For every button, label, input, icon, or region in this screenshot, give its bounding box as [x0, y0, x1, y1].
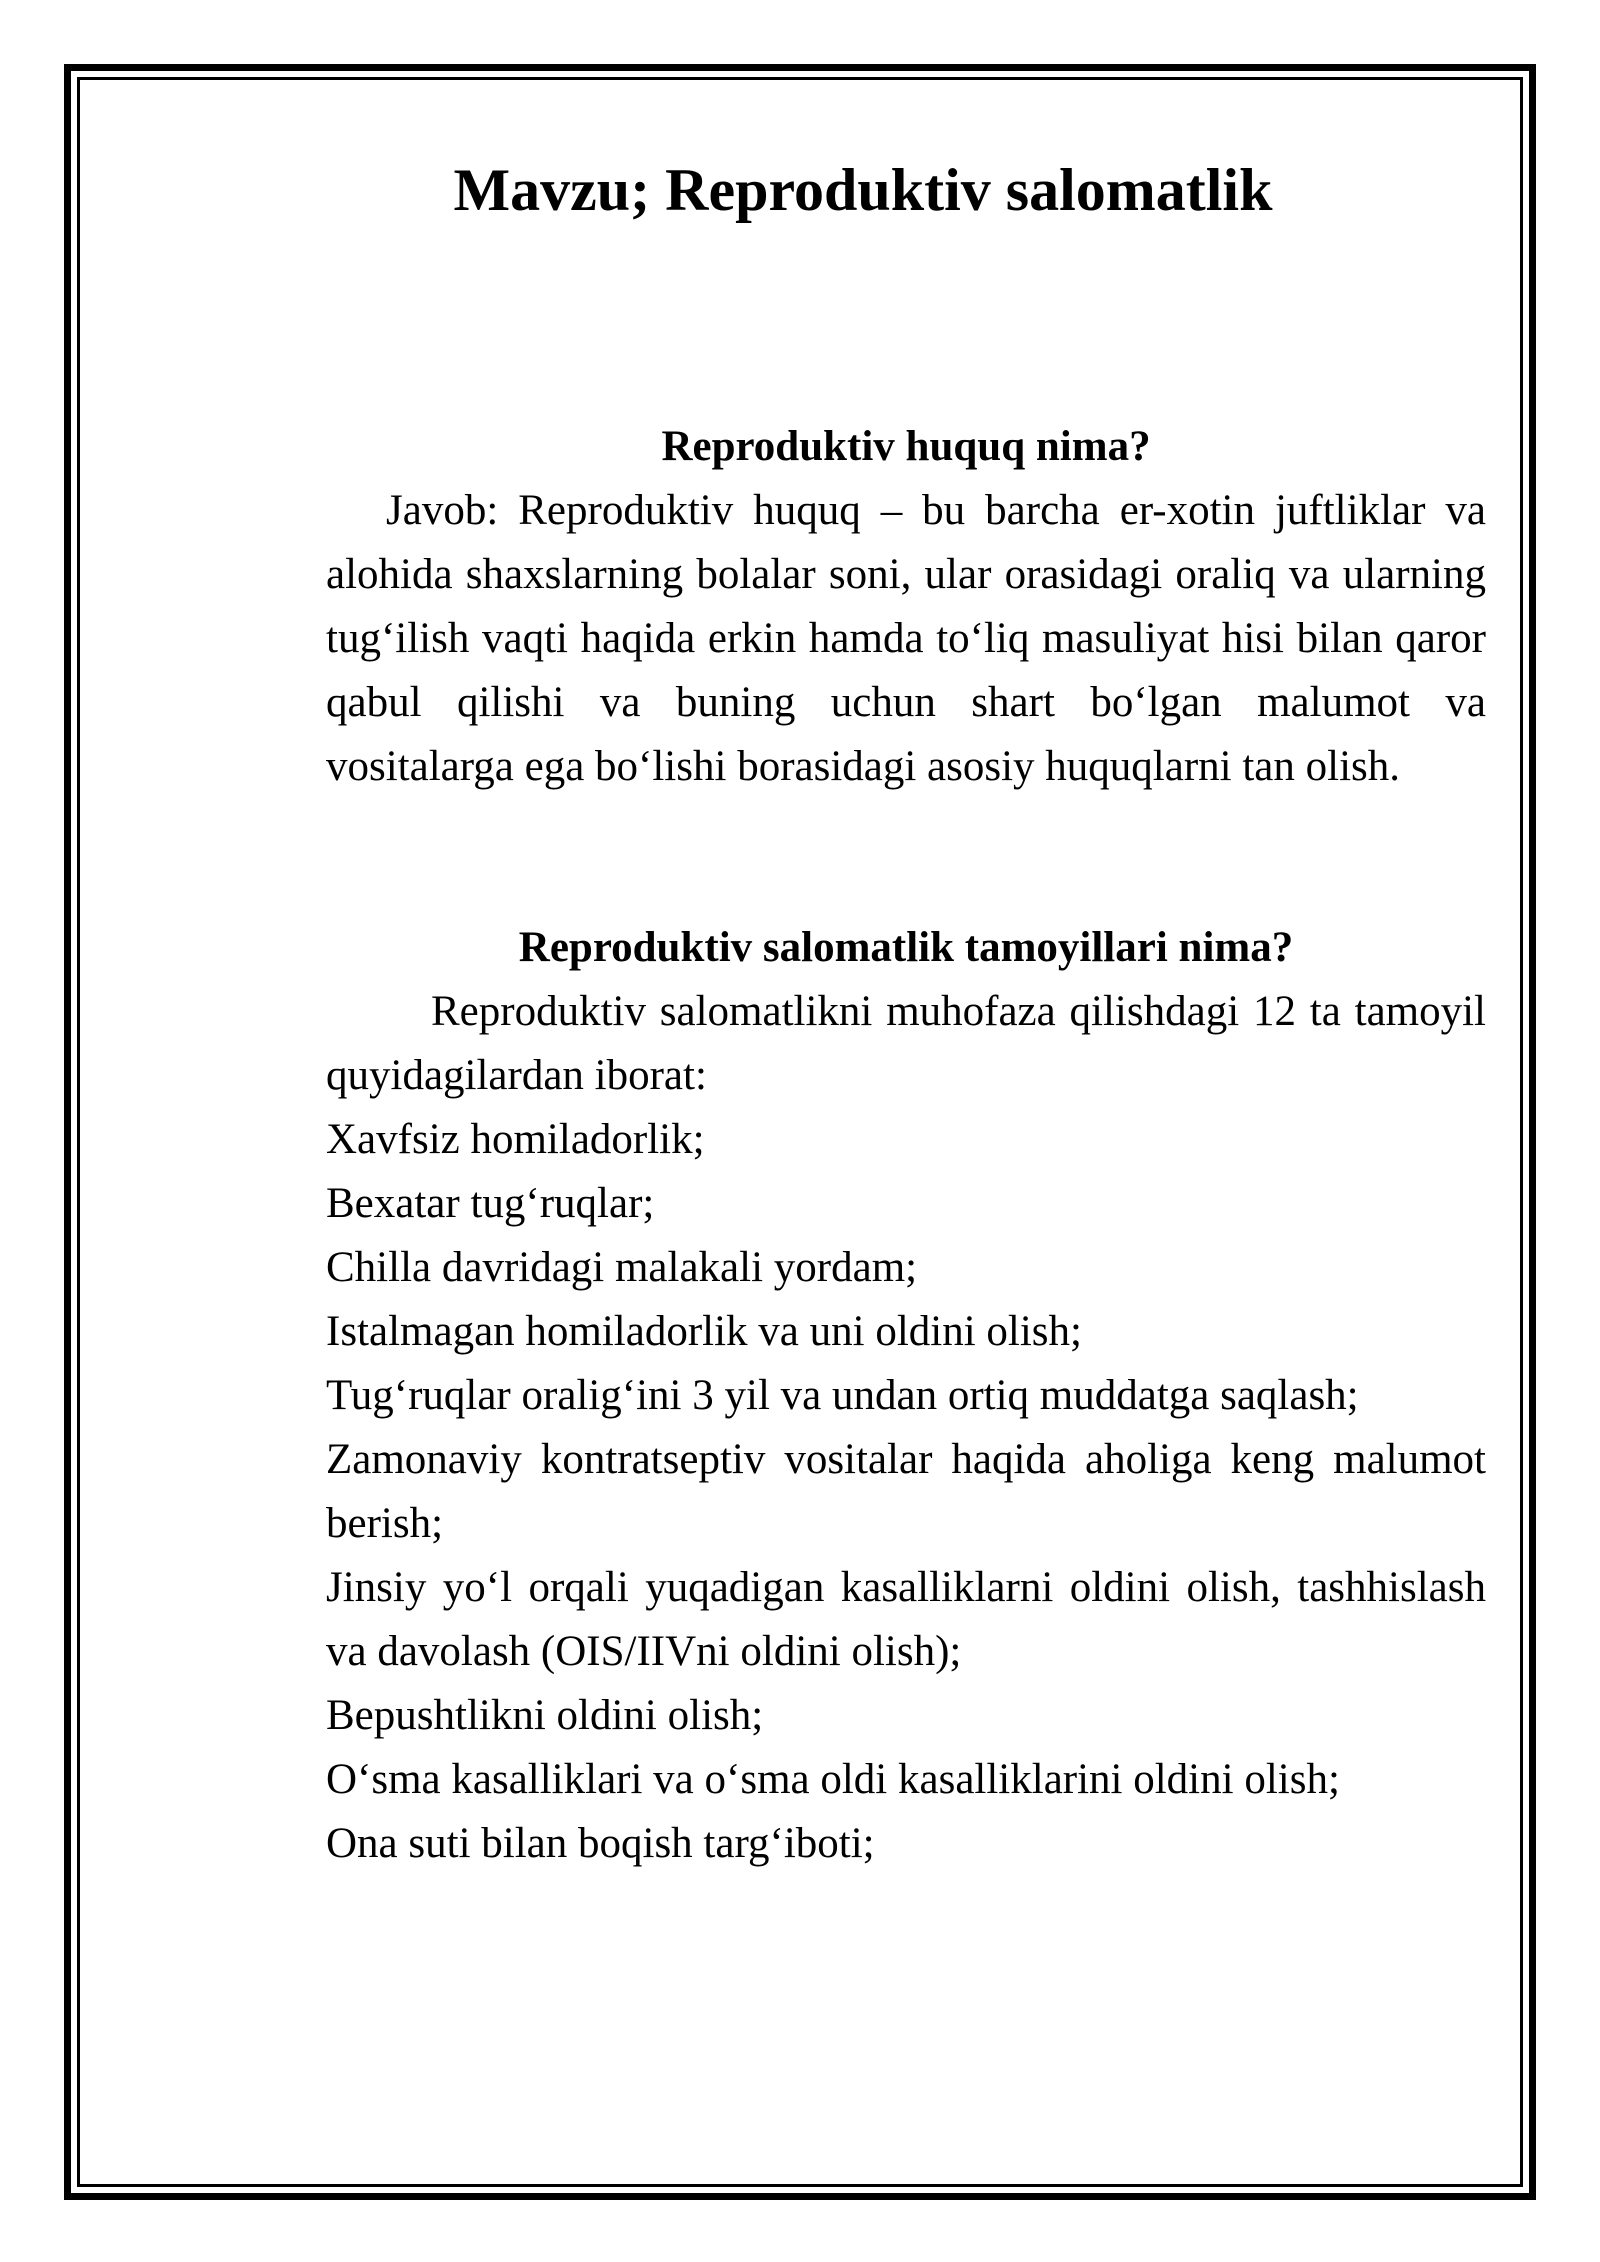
- section-spacer: [326, 799, 1486, 916]
- answer-paragraph: Javob: Reproduktiv huquq – bu barcha er-xotin juftliklar va alohida shaxslarning bolalar soni, ular orasidagi oraliq va ularning tug‘ilish vaqti haqida erkin hamda to‘liq masuliyat hisi bilan qaror qabul qilishi va buning uchun shart bo‘lgan malumot va vositalarga ega bo‘lishi borasidagi asosiy huquqlarni tan olish.: [326, 487, 1486, 790]
- page-title: Mavzu; Reproduktiv salomatlik: [453, 157, 1273, 223]
- list-item: Chilla davridagi malakali yordam;: [326, 1244, 918, 1291]
- document-body: [326, 415, 1486, 1876]
- list-item: Tug‘ruqlar oralig‘ini 3 yil va undan ortiq muddatga saqlash;: [326, 1372, 1359, 1419]
- list-item: Istalmagan homiladorlik va uni oldini olish;: [326, 1308, 1082, 1355]
- list-item: Bexatar tug‘ruqlar;: [326, 1180, 655, 1227]
- list-item: Bepushtlikni oldini olish;: [326, 1692, 764, 1739]
- list-item: Xavfsiz homiladorlik;: [326, 1116, 705, 1163]
- principles-intro: Reproduktiv salomatlikni muhofaza qilishdagi 12 ta tamoyil quyidagilardan iborat:: [326, 988, 1486, 1099]
- principles-list: [326, 1108, 1486, 1876]
- list-item: O‘sma kasalliklari va o‘sma oldi kasalliklarini oldini olish;: [326, 1756, 1340, 1803]
- section-heading-principles: Reproduktiv salomatlik tamoyillari nima?: [518, 924, 1294, 971]
- section-heading-reproductive-rights: Reproduktiv huquq nima?: [661, 423, 1151, 470]
- list-item: Ona suti bilan boqish targ‘iboti;: [326, 1820, 875, 1867]
- list-item: Zamonaviy kontratseptiv vositalar haqida aholiga keng malumot berish;: [326, 1436, 1486, 1547]
- list-item: Jinsiy yo‘l orqali yuqadigan kasalliklarni oldini olish, tashhislash va davolash (OIS/IIVni oldini olish);: [326, 1564, 1486, 1675]
